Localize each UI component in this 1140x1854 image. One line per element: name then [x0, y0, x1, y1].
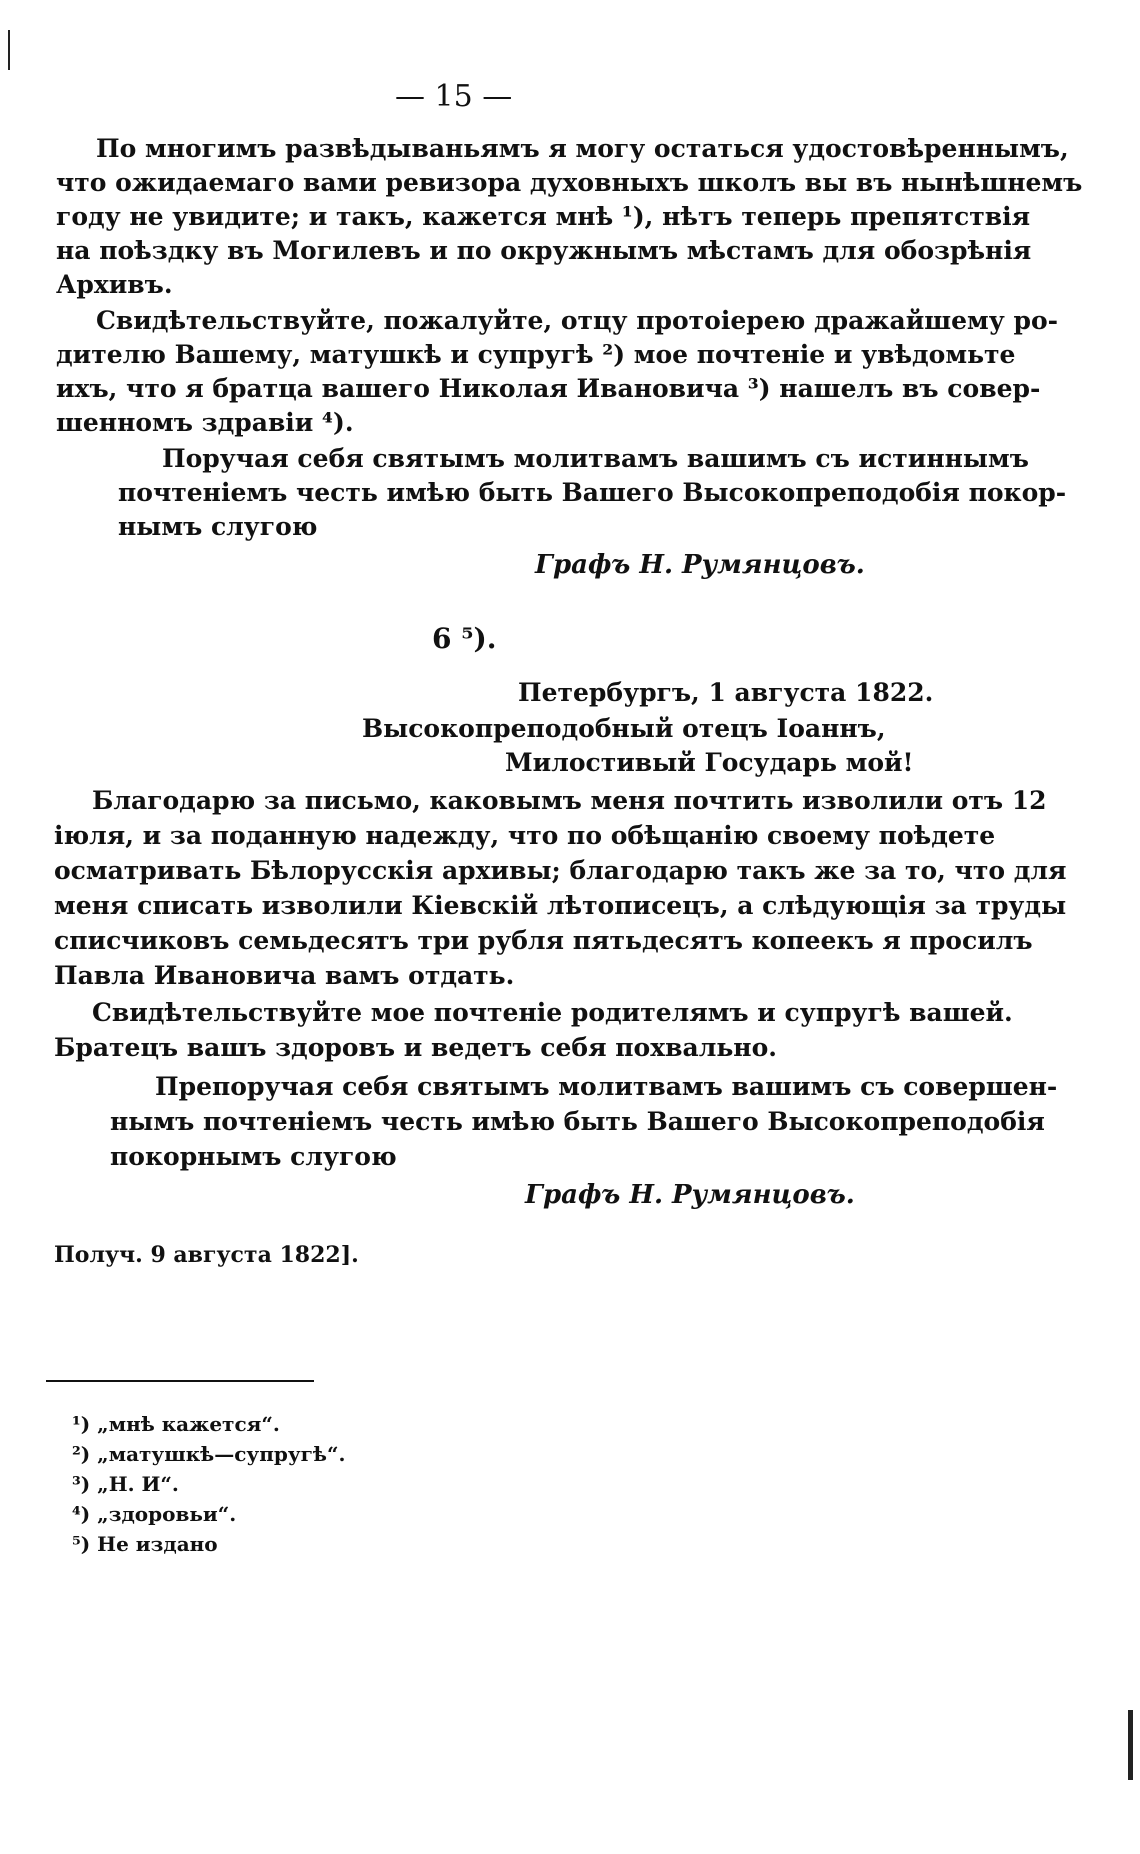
closing-line: нымъ почтеніемъ честь имѣю быть Вашего Высокопреподобія: [110, 1107, 1045, 1136]
dateline: Петербургъ, 1 августа 1822.: [518, 678, 934, 707]
paragraph-line: Свидѣтельствуйте, пожалуйте, отцу протоіерею дражайшему ро-: [96, 306, 1059, 335]
signature: Графъ Н. Румянцовъ.: [535, 550, 865, 580]
paragraph-line: Свидѣтельствуйте мое почтеніе родителямъ и супругѣ вашей.: [92, 998, 1013, 1027]
closing-line: почтеніемъ честь имѣю быть Вашего Высокопреподобія покор-: [118, 478, 1067, 507]
paragraph-line: на поѣздку въ Могилевъ и по окружнымъ мѣстамъ для обозрѣнія: [56, 236, 1032, 265]
paragraph-line: году не увидите; и такъ, кажется мнѣ ¹), нѣтъ теперь препятствія: [56, 202, 1031, 231]
closing-line: Препоручая себя святымъ молитвамъ вашимъ съ совершен-: [155, 1072, 1058, 1101]
closing-line: покорнымъ слугою: [110, 1142, 397, 1171]
footnote: ⁴) „здоровьи“.: [72, 1502, 237, 1526]
paragraph-line: что ожидаемаго вами ревизора духовныхъ школъ вы въ нынѣшнемъ: [56, 168, 1083, 197]
closing-line: Поручая себя святымъ молитвамъ вашимъ съ истиннымъ: [162, 444, 1029, 473]
paragraph-line: Братецъ вашъ здоровъ и ведетъ себя похвально.: [54, 1033, 777, 1062]
paragraph-line: шенномъ здравіи ⁴).: [56, 408, 354, 437]
signature: Графъ Н. Румянцовъ.: [525, 1180, 855, 1210]
closing-line: нымъ слугою: [118, 512, 318, 541]
paragraph-line: ихъ, что я братца вашего Николая Ивановича ³) нашелъ въ совер-: [56, 374, 1041, 403]
salutation: Милостивый Государь мой!: [505, 748, 914, 777]
received-note: Получ. 9 августа 1822].: [54, 1242, 359, 1268]
paragraph-line: По многимъ развѣдываньямъ я могу остаться удостовѣреннымъ,: [96, 134, 1069, 163]
paragraph-line: іюля, и за поданную надежду, что по обѣщанію своему поѣдете: [54, 821, 996, 850]
scan-edge-mark: [8, 30, 10, 70]
scan-edge-mark: [1128, 1710, 1133, 1780]
paragraph-line: списчиковъ семьдесятъ три рубля пятьдесятъ копеекъ я просилъ: [54, 926, 1033, 955]
footnote: ¹) „мнѣ кажется“.: [72, 1412, 280, 1436]
paragraph-line: Архивъ.: [56, 270, 173, 299]
page-number: — 15 —: [395, 79, 513, 114]
footnote-divider: [46, 1380, 314, 1382]
salutation: Высокопреподобный отецъ Іоаннъ,: [362, 714, 886, 743]
paragraph-line: меня списать изволили Кіевскій лѣтописецъ, а слѣдующія за труды: [54, 891, 1067, 920]
paragraph-line: Павла Ивановича вамъ отдать.: [54, 961, 515, 990]
paragraph-line: осматривать Бѣлорусскія архивы; благодарю такъ же за то, что для: [54, 856, 1067, 885]
footnote: ²) „матушкѣ—супругѣ“.: [72, 1442, 346, 1466]
paragraph-line: Благодарю за письмо, каковымъ меня почтить изволили отъ 12: [92, 786, 1047, 815]
paragraph-line: дителю Вашему, матушкѣ и супругѣ ²) мое почтеніе и увѣдомьте: [56, 340, 1016, 369]
letter-heading: 6 ⁵).: [432, 622, 497, 655]
footnote: ³) „Н. И“.: [72, 1472, 179, 1496]
footnote: ⁵) Не издано: [72, 1532, 218, 1556]
